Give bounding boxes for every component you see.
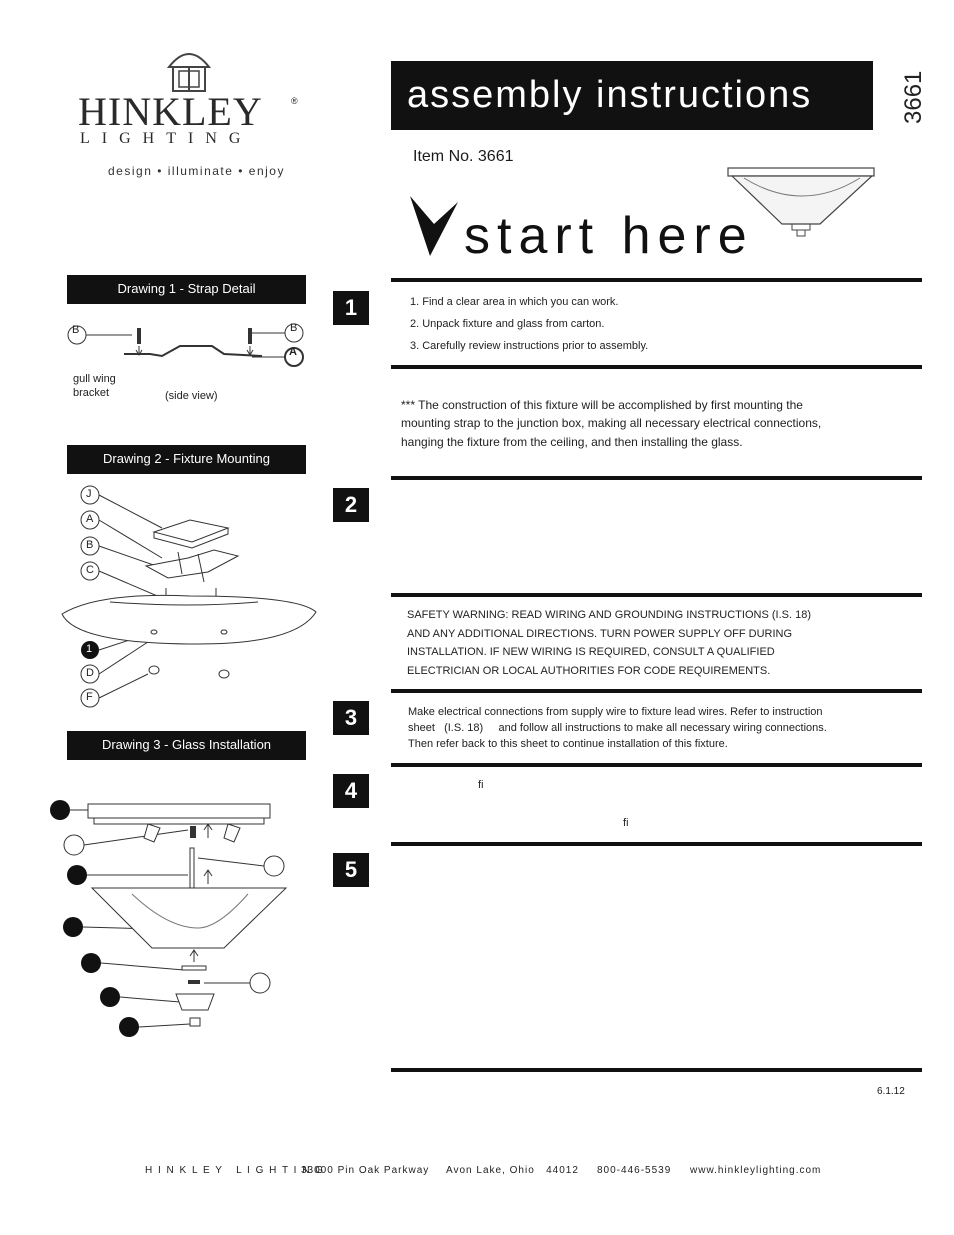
side-item-number: 3661 — [900, 70, 927, 124]
footer-address: 33000 Pin Oak Parkway — [301, 1165, 430, 1176]
footer-city: Avon Lake, Ohio 44012 — [446, 1165, 579, 1176]
brand-sub: LIGHTING — [80, 130, 253, 147]
bracket-label: bracket — [73, 387, 110, 399]
step-1-item-1: 1. Find a clear area in which you can work. — [410, 296, 619, 308]
page-title: assembly instructions — [391, 61, 873, 130]
safety-warning-line-4: ELECTRICIAN OR LOCAL AUTHORITIES FOR CODE REQUIREMENTS. — [407, 665, 771, 677]
d2-label-1: 1 — [86, 643, 93, 655]
step-3-number: 3 — [333, 701, 369, 735]
brand-wordmark: HINKLEY — [78, 89, 263, 134]
step-1-top-rule — [391, 278, 922, 282]
step-1-item-3: 3. Carefully review instructions prior to assembly. — [410, 340, 649, 352]
brand-tagline: design • illuminate • enjoy — [108, 164, 285, 178]
step-5-number: 5 — [333, 853, 369, 887]
step-3-top-rule — [391, 689, 922, 693]
drawing-2-title: Drawing 2 - Fixture Mounting — [67, 445, 306, 474]
safety-warning-line-3: INSTALLATION. IF NEW WIRING IS REQUIRED, CONSULT A QUALIFIED — [407, 646, 775, 658]
step-1-number: 1 — [333, 291, 369, 325]
d2-label-f: F — [86, 691, 93, 703]
footer-phone: 800-446-5539 — [597, 1165, 672, 1176]
d1-label-b-left: B — [72, 324, 80, 336]
arrow-down-icon — [410, 196, 458, 258]
step-2-top-rule — [391, 476, 922, 480]
d2-label-a: A — [86, 513, 94, 525]
step-3-line-1: Make electrical connections from supply wire to fixture lead wires. Refer to instruction — [408, 706, 823, 718]
d2-label-c: C — [86, 564, 94, 576]
warning-top-rule — [391, 593, 922, 597]
d1-label-a: A — [289, 346, 297, 358]
construction-note-line-2: mounting strap to the junction box, making all necessary electrical connections, — [401, 416, 822, 430]
step-1-bottom-rule — [391, 365, 922, 369]
item-number: Item No. 3661 — [413, 148, 514, 165]
side-view-label: (side view) — [165, 390, 218, 402]
step-1-item-2: 2. Unpack fixture and glass from carton. — [410, 318, 605, 330]
d2-label-j: J — [86, 488, 92, 500]
safety-warning-line-1: SAFETY WARNING: READ WIRING AND GROUNDING INSTRUCTIONS (I.S. 18) — [407, 609, 811, 621]
step-3-line-3: Then refer back to this sheet to continue installation of this fixture. — [408, 738, 728, 750]
fixture-illustration — [724, 164, 880, 242]
step-4-top-rule — [391, 763, 922, 767]
safety-warning-line-2: AND ANY ADDITIONAL DIRECTIONS. TURN POWER SUPPLY OFF DURING — [407, 628, 793, 640]
registered-mark: ® — [291, 96, 298, 106]
step-5-bottom-rule — [391, 1068, 922, 1072]
construction-note-line-3: hanging the fixture from the ceiling, and then installing the glass. — [401, 435, 743, 449]
step-2-number: 2 — [333, 488, 369, 522]
drawing-3-title: Drawing 3 - Glass Installation — [67, 731, 306, 760]
step-4-number: 4 — [333, 774, 369, 808]
gull-wing-label: gull wing — [73, 373, 116, 385]
step-5-top-rule — [391, 842, 922, 846]
step-4-glyph-2: ﬁ — [623, 817, 629, 829]
construction-note-line-1: *** The construction of this fixture will be accomplished by first mounting the — [401, 398, 803, 412]
drawing-1-title: Drawing 1 - Strap Detail — [67, 275, 306, 304]
d1-label-b-right: B — [290, 322, 298, 334]
revision-date: 6.1.12 — [877, 1086, 905, 1097]
step-3-line-2: sheet (I.S. 18) and follow all instructions to make all necessary wiring connections. — [408, 722, 827, 734]
step-4-glyph-1: ﬁ — [478, 779, 484, 791]
strap-detail-diagram — [62, 318, 312, 378]
start-here-heading: start here — [464, 207, 754, 265]
footer-website-link[interactable]: www.hinkleylighting.com — [690, 1165, 822, 1176]
fixture-mounting-diagram — [58, 484, 320, 714]
footer-company: H I N K L E Y L I G H T I N G — [145, 1165, 325, 1176]
lantern-logo-icon — [163, 45, 215, 93]
d2-label-b: B — [86, 539, 94, 551]
glass-installation-diagram — [48, 798, 298, 1042]
d2-label-d: D — [86, 667, 94, 679]
